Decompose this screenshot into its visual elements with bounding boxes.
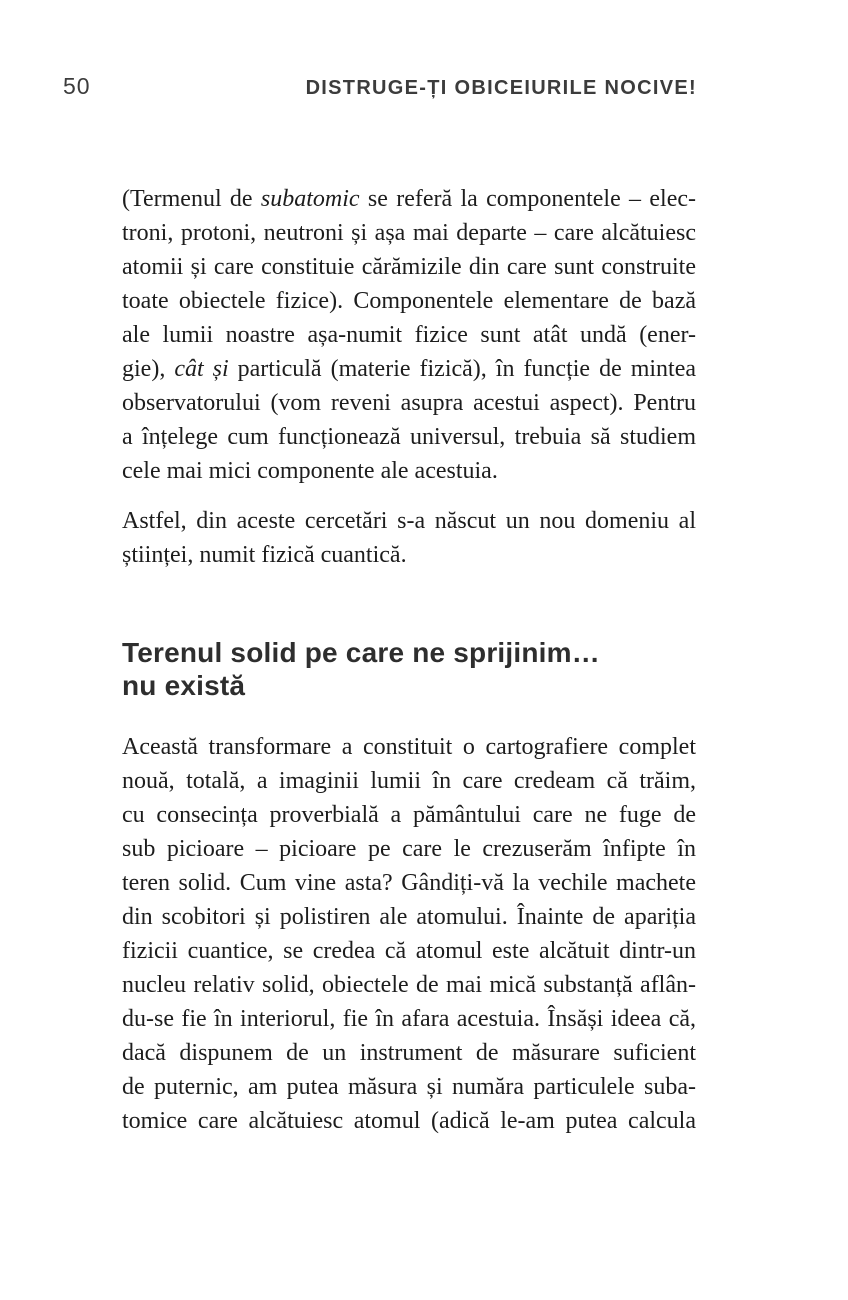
text-line: științei, numit fizică cuantică. bbox=[122, 542, 407, 568]
text-line: toate obiectele fizice). Componentele elementare de bază bbox=[122, 288, 696, 314]
section-body bbox=[122, 730, 696, 1138]
text-line: observatorului (vom reveni asupra acestui aspect). Pentru bbox=[122, 390, 696, 416]
text-line: Această transformare a constituit o cartografiere complet bbox=[122, 734, 696, 760]
section-heading-line-2: nu există bbox=[122, 670, 246, 701]
section-heading bbox=[122, 636, 696, 702]
text-line: atomii și care constituie cărămizile din care sunt construite bbox=[122, 254, 696, 280]
text-line: cu consecința proverbială a pământului care ne fuge de bbox=[122, 802, 696, 828]
text-column bbox=[122, 182, 696, 1138]
section-intro bbox=[122, 182, 696, 572]
section-heading-line-1: Terenul solid pe care ne sprijinim… bbox=[122, 637, 600, 668]
text-line: de puternic, am putea măsura și număra particulele suba- bbox=[122, 1074, 696, 1100]
text-line: fizicii cuantice, se credea că atomul este alcătuit dintr-un bbox=[122, 938, 696, 964]
text-line: a înțelege cum funcționează universul, trebuia să studiem bbox=[122, 424, 696, 450]
text-line: cele mai mici componente ale acestuia. bbox=[122, 458, 498, 484]
paragraph bbox=[122, 182, 696, 488]
paragraph bbox=[122, 504, 696, 572]
text-line: tomice care alcătuiesc atomul (adică le-am putea calcula bbox=[122, 1108, 696, 1134]
text-line: din scobitori și polistiren ale atomului. Înainte de apariția bbox=[122, 904, 696, 930]
text-line: (Termenul de subatomic se referă la componentele – elec- bbox=[122, 186, 696, 212]
text-line: dacă dispunem de un instrument de măsurare suficient bbox=[122, 1040, 696, 1066]
running-header-title: DISTRUGE-ȚI OBICEIURILE NOCIVE! bbox=[305, 77, 697, 99]
text-line: ale lumii noastre așa-numit fizice sunt atât undă (ener- bbox=[122, 322, 696, 348]
text-line: du-se fie în interiorul, fie în afara acestuia. Însăși ideea că, bbox=[122, 1006, 696, 1032]
text-line: troni, protoni, neutroni și așa mai departe – care alcătuiesc bbox=[122, 220, 696, 246]
text-line: Astfel, din aceste cercetări s-a născut un nou domeniu al bbox=[122, 508, 696, 534]
text-line: nouă, totală, a imaginii lumii în care credeam că trăim, bbox=[122, 768, 696, 794]
page-number: 50 bbox=[63, 73, 91, 99]
text-line: gie), cât și particulă (materie fizică), în funcție de mintea bbox=[122, 356, 697, 382]
text-line: teren solid. Cum vine asta? Gândiți-vă la vechile machete bbox=[122, 870, 696, 896]
text-line: sub picioare – picioare pe care le crezuserăm înfipte în bbox=[122, 836, 696, 862]
paragraph bbox=[122, 730, 696, 1138]
text-line: nucleu relativ solid, obiectele de mai mică substanță aflân- bbox=[122, 972, 696, 998]
